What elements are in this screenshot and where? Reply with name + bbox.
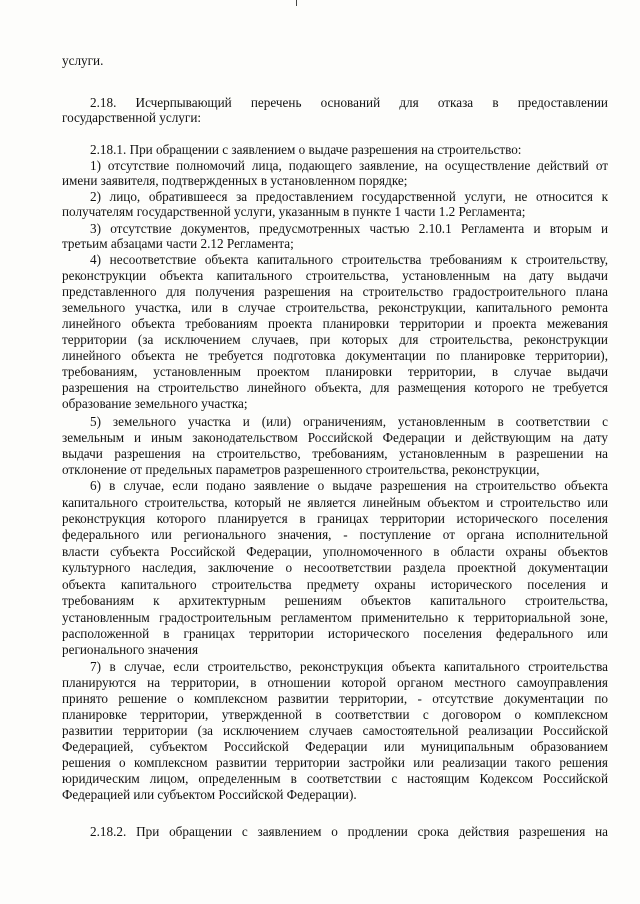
text-line: решения о комплексном развитии территории застройки или реализации такого решения	[62, 755, 608, 770]
text-line: Федерацией, субъектом Российской Федерации или муниципальным образованием	[62, 739, 608, 754]
section-heading-2-18: 2.18. Исчерпывающий перечень оснований для отказа в предоставлении	[90, 95, 608, 110]
subsection-heading-2-18-2: 2.18.2. При обращении с заявлением о продлении срока действия разрешения на	[90, 824, 608, 839]
text-line: земельным и иным законодательством Российской Федерации и действующим на дату	[62, 430, 608, 445]
text-line: планировке территории, утвержденной в соответствии с договором о комплексном	[62, 707, 608, 722]
text-line: третьим абзацами части 2.12 Регламента;	[62, 236, 294, 251]
text-line: развитии территории (за исключением случаев самостоятельной реализации Российской	[62, 723, 608, 738]
text-line: отклонение от предельных параметров разрешенного строительства, реконструкции,	[62, 462, 540, 477]
text-line: реконструкции объекта капитального строительства, установленным на дату выдачи	[62, 268, 608, 283]
list-item-4: 4) несоответствие объекта капитального строительства требованиям к строительству,	[90, 252, 608, 267]
text-line: услуги.	[62, 53, 104, 68]
text-line: имени заявителя, подтвержденных в установленном порядке;	[62, 173, 408, 188]
text-line: принято решение о комплексном развитии территории, - отсутствие документации по	[62, 691, 608, 706]
text-line: требованиям к архитектурным решениям объектов капитального строительства,	[62, 593, 608, 608]
text-line: линейного объекта требованиям проекта планировки территории и проекта межевания	[62, 316, 608, 331]
text-line: реконструкция которого планируется в границах территории исторического поселения	[62, 511, 608, 526]
text-line: линейного объекта не требуется подготовка документации по планировке территории),	[62, 348, 608, 363]
text-line: разрешения на строительство линейного объекта, для размещения которого не требуется	[62, 380, 608, 395]
list-item-5: 5) земельного участка и (или) ограничениям, установленным в соответствии с	[90, 414, 608, 429]
list-item-1: 1) отсутствие полномочий лица, подающего заявление, на осуществление действий от	[90, 158, 608, 173]
list-item-7: 7) в случае, если строительство, реконструкция объекта капитального строительства	[90, 659, 608, 674]
text-line: представленного для получения разрешения на строительство градостроительного плана	[62, 284, 608, 299]
scan-mark	[296, 0, 297, 6]
text-line: расположенной в границах территории исторического поселения федерального или	[62, 626, 608, 641]
text-line: государственной услуги:	[62, 110, 202, 125]
text-line: планируются на территории, в отношении которой органом местного самоуправления	[62, 675, 608, 690]
text-line: капитального строительства, который не является линейным объектом и строительство или	[62, 495, 608, 510]
text-line: федерального или регионального значения, - поступление от органа исполнительной	[62, 527, 608, 542]
subsection-heading-2-18-1: 2.18.1. При обращении с заявлением о выдаче разрешения на строительство:	[90, 142, 522, 157]
list-item-3: 3) отсутствие документов, предусмотренных частью 2.10.1 Регламента и вторым и	[90, 221, 608, 236]
list-item-6: 6) в случае, если подано заявление о выдаче разрешения на строительство объекта	[90, 478, 608, 493]
list-item-2: 2) лицо, обратившееся за предоставлением государственной услуги, не относится к	[90, 189, 608, 204]
text-line: требованиям, установленным проектом планировки территории, в случае выдачи	[62, 364, 608, 379]
text-line: земельного участка, или в случае строительства, реконструкции, капитального ремонта	[62, 300, 608, 315]
text-line: регионального значения	[62, 642, 199, 657]
text-line: объекта капитального строительства предмету охраны исторического поселения и	[62, 577, 608, 592]
text-line: образование земельного участка;	[62, 396, 248, 411]
text-line: территории (за исключением случаев, при которых для строительства, реконструкции	[62, 332, 608, 347]
text-line: культурного наследия, заключение о несоответствии раздела проектной документации	[62, 560, 608, 575]
text-line: установленным градостроительным регламентом применительно к территориальной зоне,	[62, 610, 608, 625]
text-line: выдачи разрешения на строительство, требованиям, установленным в разрешении на	[62, 446, 608, 461]
text-line: Федерацией или субъектом Российской Федерации).	[62, 787, 357, 802]
text-line: власти субъекта Российской Федерации, уполномоченного в области охраны объектов	[62, 544, 608, 559]
text-line: юридическим лицом, определенным в соответствии с настоящим Кодексом Российской	[62, 771, 608, 786]
text-line: получателям государственной услуги, указанным в пункте 1 части 1.2 Регламента;	[62, 204, 526, 219]
